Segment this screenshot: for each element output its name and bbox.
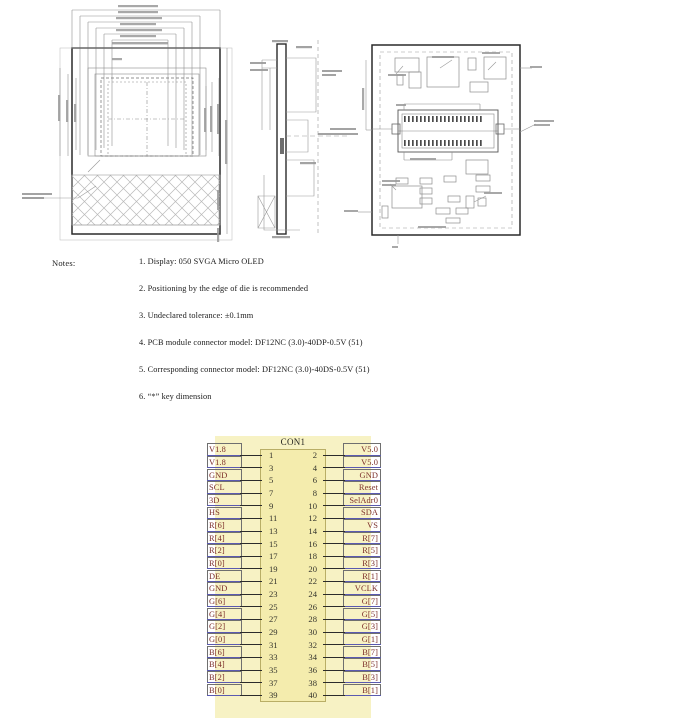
pin-number-even: 18 [308,551,317,562]
note-item: 4. PCB module connector model: DF12NC (3.0)-40DP-0.5V (51) [139,338,363,347]
right-signal-label: B[5] [362,660,378,670]
right-signal-column [323,436,383,718]
right-signal-row [323,456,383,469]
right-signal-row [323,443,383,456]
pin-number-even: 20 [308,563,317,574]
pin-row [260,601,326,614]
connector-title: CON1 [280,437,306,447]
right-signal-label: B[3] [362,672,378,682]
left-signal-label: V1.8 [209,457,226,467]
left-signal-label: B[2] [209,672,225,682]
left-signal-row [202,658,262,671]
right-signal-row [323,519,383,532]
left-signal-label: GND [209,584,228,594]
note-item: 5. Corresponding connector model: DF12NC (3.0)-40DS-0.5V (51) [139,365,370,374]
pin-row [260,689,326,702]
right-signal-row [323,620,383,633]
right-signal-label: R[3] [362,559,378,569]
right-signal-row [323,506,383,519]
pin-number-even: 38 [308,677,317,688]
right-signal-label: V5.0 [361,457,378,467]
connector-footprint [372,104,520,160]
right-signal-label: V5.0 [361,445,378,455]
mechanical-drawing [0,0,680,250]
left-signal-row [202,633,262,646]
right-signal-row [323,481,383,494]
left-signal-label: DE [209,571,221,581]
right-signal-label: SDA [360,508,378,518]
left-signal-row [202,544,262,557]
pin-row [260,588,326,601]
pin-number-odd: 25 [269,601,278,612]
pin-number-odd: 1 [269,450,274,461]
pin-number-even: 8 [312,487,317,498]
right-signal-label: GND [359,470,378,480]
left-signal-label: R[4] [209,533,225,543]
pin-number-odd: 3 [269,462,274,473]
right-signal-label: R[5] [362,546,378,556]
left-signal-row [202,506,262,519]
pin-row [260,613,326,626]
left-signal-row [202,519,262,532]
left-signal-label: HS [209,508,220,518]
left-signal-column [202,436,262,718]
pin-row [260,474,326,487]
connector-pinout-diagram [209,436,378,718]
left-signal-row [202,607,262,620]
pin-row [260,651,326,664]
left-signal-row [202,570,262,583]
signal-lead-line [323,695,345,696]
pin-number-odd: 13 [269,525,278,536]
pin-row [260,575,326,588]
left-signal-row [202,645,262,658]
left-signal-label: G[0] [209,634,226,644]
pin-number-odd: 5 [269,475,274,486]
pin-row [260,449,326,462]
left-signal-row [202,595,262,608]
right-signal-row [323,595,383,608]
right-signal-row [323,671,383,684]
right-signal-label: Reset [358,483,378,493]
right-signal-label: B[7] [362,647,378,657]
pin-number-even: 32 [308,639,317,650]
pin-number-even: 40 [308,690,317,701]
pin-number-odd: 19 [269,563,278,574]
right-signal-row [323,494,383,507]
signal-lead-line [240,695,262,696]
left-signal-row [202,494,262,507]
left-signal-row [202,671,262,684]
right-signal-row [323,557,383,570]
pcb-back-view [344,45,554,248]
pin-number-even: 16 [308,538,317,549]
pin-number-odd: 31 [269,639,278,650]
left-signal-label: B[4] [209,660,225,670]
mechanical-drawing-svg [0,0,680,250]
right-signal-label: B[1] [362,685,378,695]
pin-number-even: 30 [308,626,317,637]
pin-row [260,639,326,652]
pin-row [260,512,326,525]
pin-number-even: 6 [312,475,317,486]
pin-number-even: 22 [308,576,317,587]
pin-number-odd: 23 [269,589,278,600]
left-signal-row [202,557,262,570]
pin-row [260,664,326,677]
pin-row [260,550,326,563]
pin-row [260,563,326,576]
pin-number-even: 10 [308,500,317,511]
pin-row [260,500,326,513]
left-signal-label: SCL [209,483,225,493]
left-signal-row [202,582,262,595]
right-signal-row [323,633,383,646]
left-signal-label: V1.8 [209,445,226,455]
pin-number-odd: 37 [269,677,278,688]
pin-number-odd: 17 [269,551,278,562]
left-signal-row [202,468,262,481]
pin-row [260,525,326,538]
pin-number-even: 12 [308,513,317,524]
pin-number-odd: 15 [269,538,278,549]
pin-row [260,537,326,550]
note-item: 2. Positioning by the edge of die is recommended [139,284,309,293]
right-signal-label: G[1] [361,634,378,644]
left-signal-row [202,443,262,456]
right-signal-row [323,570,383,583]
right-signal-row [323,582,383,595]
left-signal-label: R[6] [209,521,225,531]
left-signal-label: G[2] [209,622,226,632]
notes-list [139,252,589,414]
notes-label: Notes: [52,258,76,268]
right-signal-row [323,683,383,696]
right-signal-label: SelAdr0 [349,495,378,505]
left-signal-row [202,481,262,494]
right-signal-row [323,658,383,671]
pin-number-odd: 29 [269,626,278,637]
right-signal-row [323,607,383,620]
pin-row [260,626,326,639]
pin-number-even: 36 [308,664,317,675]
left-signal-label: G[6] [209,597,226,607]
pin-row [260,677,326,690]
left-signal-label: R[2] [209,546,225,556]
pin-number-rows [260,449,326,702]
pin-number-odd: 39 [269,690,278,701]
left-signal-label: G[4] [209,609,226,619]
pin-number-even: 4 [312,462,317,473]
left-signal-row [202,456,262,469]
right-signal-row [323,532,383,545]
right-signal-label: G[3] [361,622,378,632]
pin-row [260,462,326,475]
right-signal-label: R[7] [362,533,378,543]
pin-number-odd: 9 [269,500,274,511]
pin-number-even: 14 [308,525,317,536]
pin-number-even: 24 [308,589,317,600]
pin-number-even: 2 [312,450,317,461]
left-signal-label: R[0] [209,559,225,569]
pin-number-odd: 33 [269,652,278,663]
pin-number-odd: 21 [269,576,278,587]
left-signal-row [202,620,262,633]
right-signal-row [323,645,383,658]
right-signal-label: VS [367,521,378,531]
pin-number-odd: 11 [269,513,278,524]
note-item: 6. “*” key dimension [139,392,212,401]
pin-number-odd: 7 [269,487,274,498]
left-signal-label: B[6] [209,647,225,657]
note-item: 3. Undeclared tolerance: ±0.1mm [139,311,254,320]
left-signal-label: B[0] [209,685,225,695]
pin-row [260,487,326,500]
left-signal-row [202,532,262,545]
right-signal-label: G[5] [361,609,378,619]
note-item: 1. Display: 050 SVGA Micro OLED [139,257,264,266]
pin-number-even: 34 [308,652,317,663]
left-signal-label: 3D [209,495,220,505]
right-signal-label: R[1] [362,571,378,581]
side-view [250,40,358,238]
pin-number-even: 26 [308,601,317,612]
right-signal-row [323,544,383,557]
right-signal-row [323,468,383,481]
pin-number-odd: 35 [269,664,278,675]
left-signal-label: GND [209,470,228,480]
right-signal-label: G[7] [361,597,378,607]
left-signal-row [202,683,262,696]
pin-number-even: 28 [308,614,317,625]
pin-number-odd: 27 [269,614,278,625]
front-view [22,5,232,242]
right-signal-label: VCLK [354,584,378,594]
